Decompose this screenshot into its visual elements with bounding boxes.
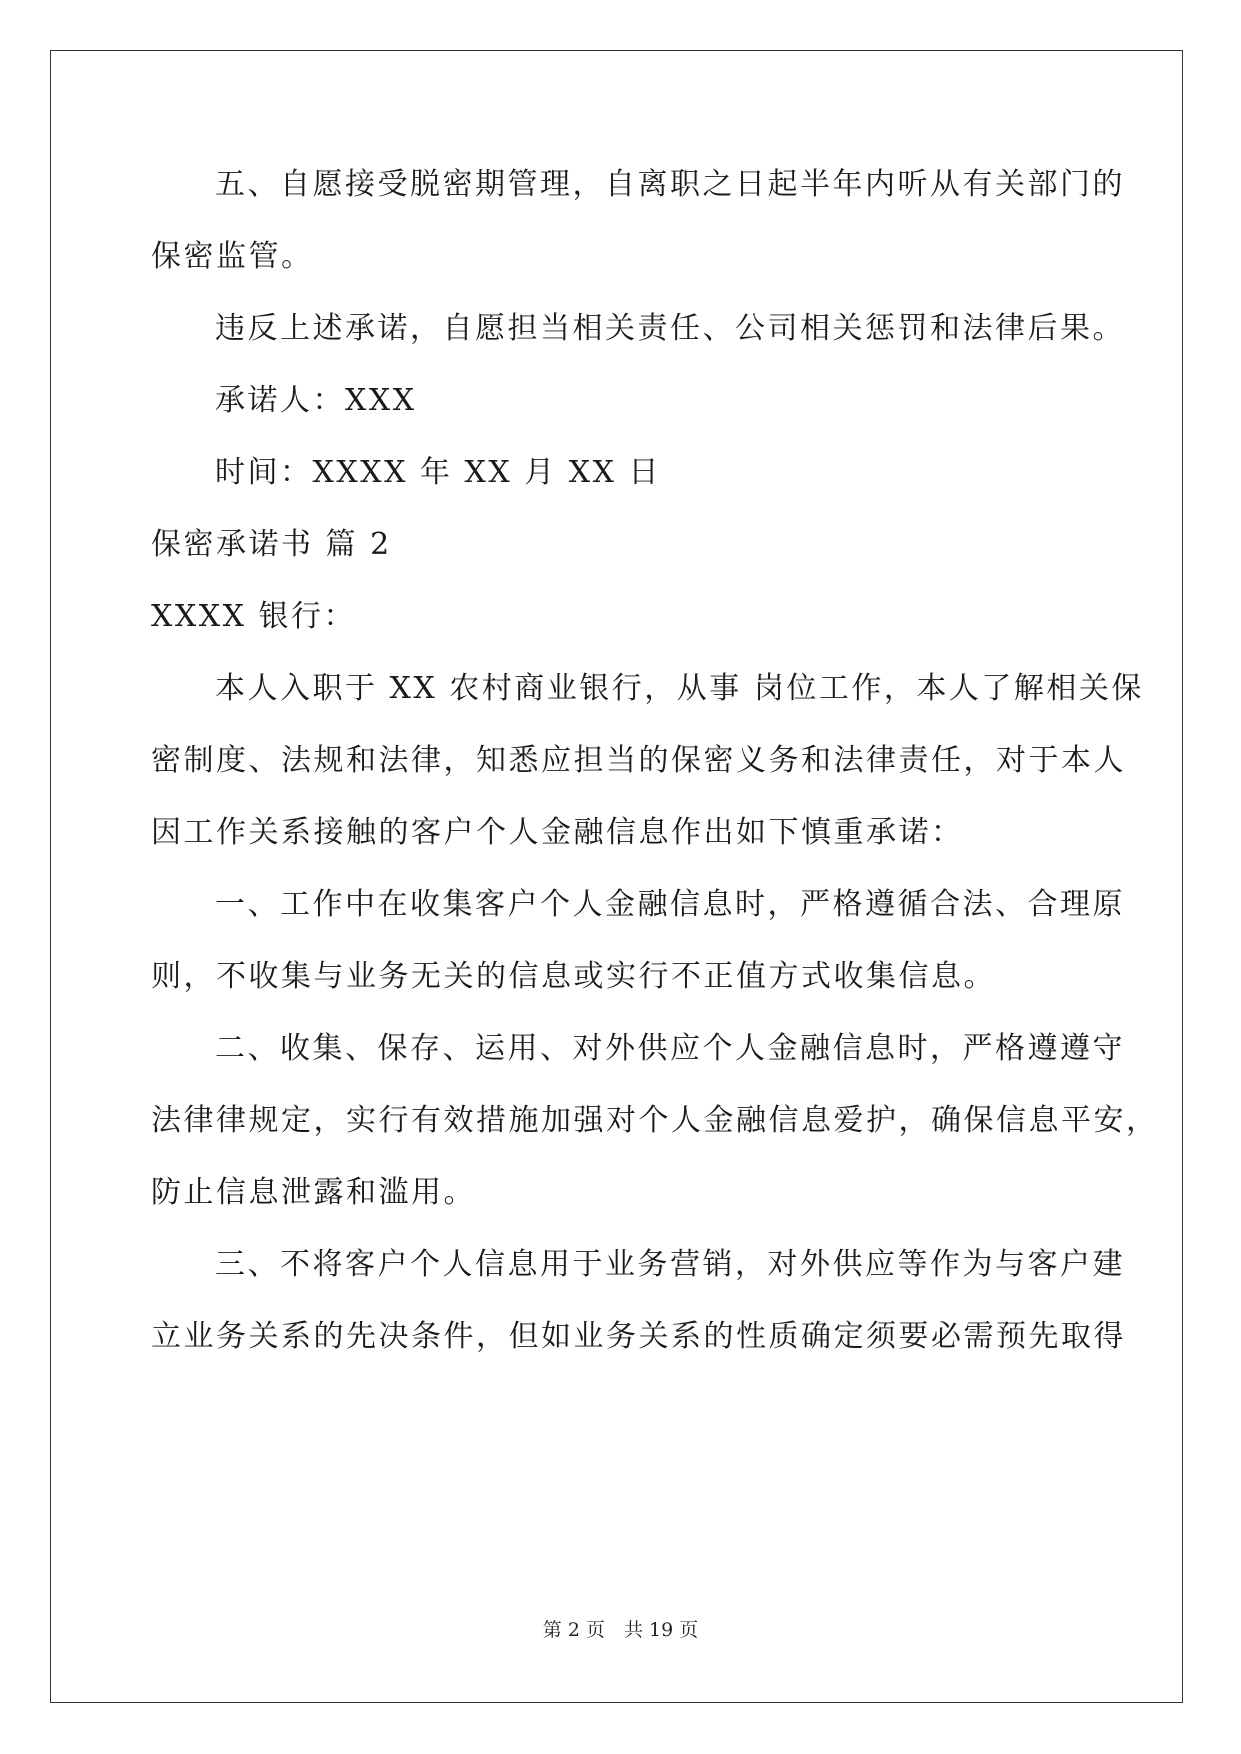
addressee-line: XXXX 银行： xyxy=(151,599,356,634)
page-border xyxy=(50,50,1183,1703)
signatory-line: 承诺人：XXX xyxy=(215,383,417,418)
section-heading: 保密承诺书 篇 2 xyxy=(151,527,392,562)
paragraph-line: 法律律规定，实行有效措施加强对个人金融信息爱护，确保信息平安， xyxy=(151,1103,1159,1138)
paragraph-line: 三、不将客户个人信息用于业务营销，对外供应等作为与客户建 xyxy=(215,1247,1125,1282)
page-number: 第 2 页 共 19 页 xyxy=(542,1619,699,1641)
paragraph-line: 立业务关系的先决条件，但如业务关系的性质确定须要必需预先取得 xyxy=(151,1319,1126,1354)
paragraph-line: 因工作关系接触的客户个人金融信息作出如下慎重承诺： xyxy=(151,815,964,850)
paragraph-line: 保密监管。 xyxy=(151,239,314,274)
paragraph-line: 五、自愿接受脱密期管理，自离职之日起半年内听从有关部门的 xyxy=(215,167,1125,202)
paragraph-line: 本人入职于 XX 农村商业银行，从事 岗位工作，本人了解相关保 xyxy=(215,671,1144,706)
paragraph-line: 密制度、法规和法律，知悉应担当的保密义务和法律责任，对于本人 xyxy=(151,743,1126,778)
date-line: 时间：XXXX 年 XX 月 XX 日 xyxy=(215,455,662,490)
paragraph-line: 违反上述承诺，自愿担当相关责任、公司相关惩罚和法律后果。 xyxy=(215,311,1125,346)
paragraph-line: 二、收集、保存、运用、对外供应个人金融信息时，严格遵遵守 xyxy=(215,1031,1125,1066)
paragraph-line: 一、工作中在收集客户个人金融信息时，严格遵循合法、合理原 xyxy=(215,887,1125,922)
paragraph-line: 则，不收集与业务无关的信息或实行不正值方式收集信息。 xyxy=(151,959,996,994)
paragraph-line: 防止信息泄露和滥用。 xyxy=(151,1175,476,1210)
